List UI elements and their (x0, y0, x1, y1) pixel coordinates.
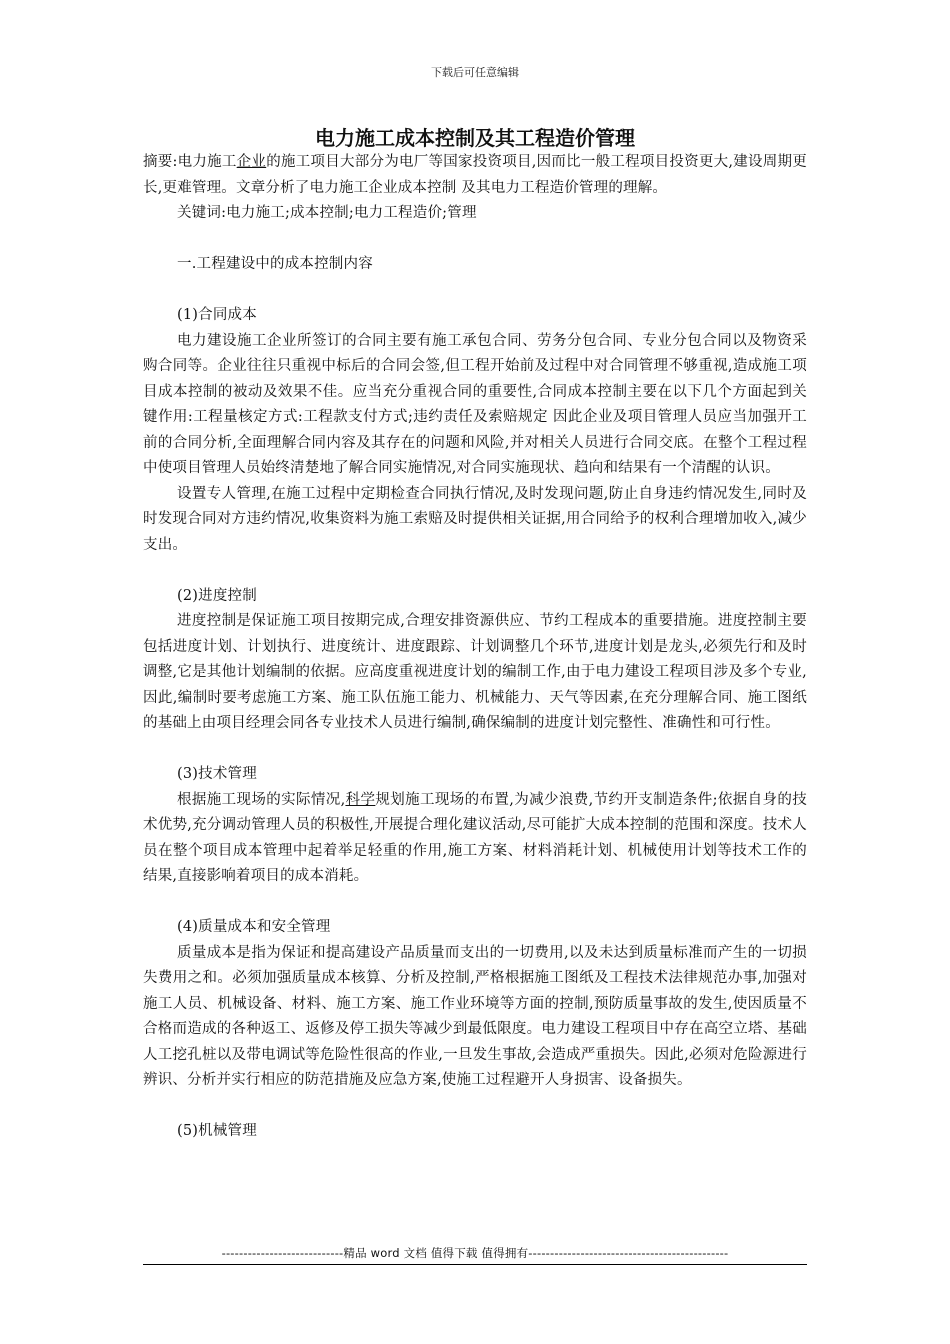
subsection-heading-machinery: (5)机械管理 (177, 1123, 257, 1139)
document-title: 电力施工成本控制及其工程造价管理 (315, 126, 635, 150)
link-qiye[interactable]: 企业 (236, 154, 267, 170)
abstract-paragraph (143, 150, 807, 201)
abstract-text-end: 的施工项目大部分为电厂等国家投资项目,因而比一般工程项目投资更大,建设周期更长,更难管理。文章分析了电力施工企业成本控制 及其电力工程造价管理的理解。 (143, 154, 807, 196)
paragraph: 设置专人管理,在施工过程中定期检查合同执行情况,及时发现问题,防止自身违约情况发生,同时及时发现合同对方违约情况,收集资料为施工索赔及时提供相关证据,用合同给予的权利合理增加收入,减少支出。 (143, 485, 807, 553)
paragraph-text-end: 规划施工现场的布置,为减少浪费,节约开支制造条件;依据自身的技术优势,充分调动管理人员的积极性,开展提合理化建议活动,尽可能扩大成本控制的范围和深度。技术人员在整个项目成本管理中起着举足轻重的作用,施工方案、材料消耗计划、机械使用计划等技术工作的结果,直接影响着项目的成本消耗。 (143, 791, 807, 884)
subsection-heading-schedule-control: (2)进度控制 (177, 587, 257, 604)
footer-note: ----------------------------精品 word 文档 值得下载 值得拥有---------------------------------------------- (221, 1246, 729, 1260)
subsection-heading-quality-safety: (4)质量成本和安全管理 (177, 919, 331, 935)
subsection-heading-technical-management: (3)技术管理 (177, 766, 257, 782)
paragraph: 电力建设施工企业所签订的合同主要有施工承包合同、劳务分包合同、专业分包合同以及物资采购合同等。企业往往只重视中标后的合同会签,但工程开始前及过程中对合同管理不够重视,造成施工项目成本控制的被动及效果不佳。应当充分重视合同的重要性,合同成本控制主要在以下几个方面起到关键作用:工程量核定方式:工程款支付方式;违约责任及索赔规定 因此企业及项目管理人员应当加强开工前的合同分析,全面理解合同内容及其存在的问题和风险,并对相关人员进行合同交底。在整个工程过程中使项目管理人员始终清楚地了解合同实施情况,对合同实施现状、趋向和结果有一个清醒的认识。 (143, 332, 807, 476)
header-note: 下载后可任意编辑 (431, 66, 519, 79)
paragraph: 进度控制是保证施工项目按期完成,合理安排资源供应、节约工程成本的重要措施。进度控制主要包括进度计划、计划执行、进度统计、进度跟踪、计划调整几个环节,进度计划是龙头,必须先行和及时调整,它是其他计划编制的依据。应高度重视进度计划的编制工作,由于电力建设工程项目涉及多个专业,因此,编制时要考虑施工方案、施工队伍施工能力、机械能力、天气等因素,在充分理解合同、施工图纸的基础上由项目经理会同各专业技术人员进行编制,确保编制的进度计划完整性、准确性和可行性。 (143, 613, 807, 731)
document-body (143, 150, 807, 1145)
subsection-heading-contract-cost: (1)合同成本 (177, 307, 257, 323)
section-heading: 一.工程建设中的成本控制内容 (177, 256, 373, 272)
link-kexue[interactable]: 科学 (345, 791, 376, 808)
paragraph-text-start: 根据施工现场的实际情况, (177, 791, 346, 808)
abstract-text-start: 摘要:电力施工 (143, 154, 237, 170)
paragraph (143, 788, 807, 890)
paragraph: 质量成本是指为保证和提高建设产品质量而支出的一切费用,以及未达到质量标准而产生的一切损失费用之和。必须加强质量成本核算、分析及控制,严格根据施工图纸及工程技术法律规范办事,加强对施工人员、机械设备、材料、施工方案、施工作业环境等方面的控制,预防质量事故的发生,使因质量不合格而造成的各种返工、返修及停工损失等减少到最低限度。电力建设工程项目中存在高空立塔、基础人工挖孔桩以及带电调试等危险性很高的作业,一旦发生事故,会造成严重损失。因此,必须对危险源进行辨识、分析并实行相应的防范措施及应急方案,使施工过程避开人身损害、设备损失。 (143, 944, 807, 1088)
footer-divider (143, 1264, 807, 1265)
keywords: 关键词:电力施工;成本控制;电力工程造价;管理 (177, 205, 477, 221)
